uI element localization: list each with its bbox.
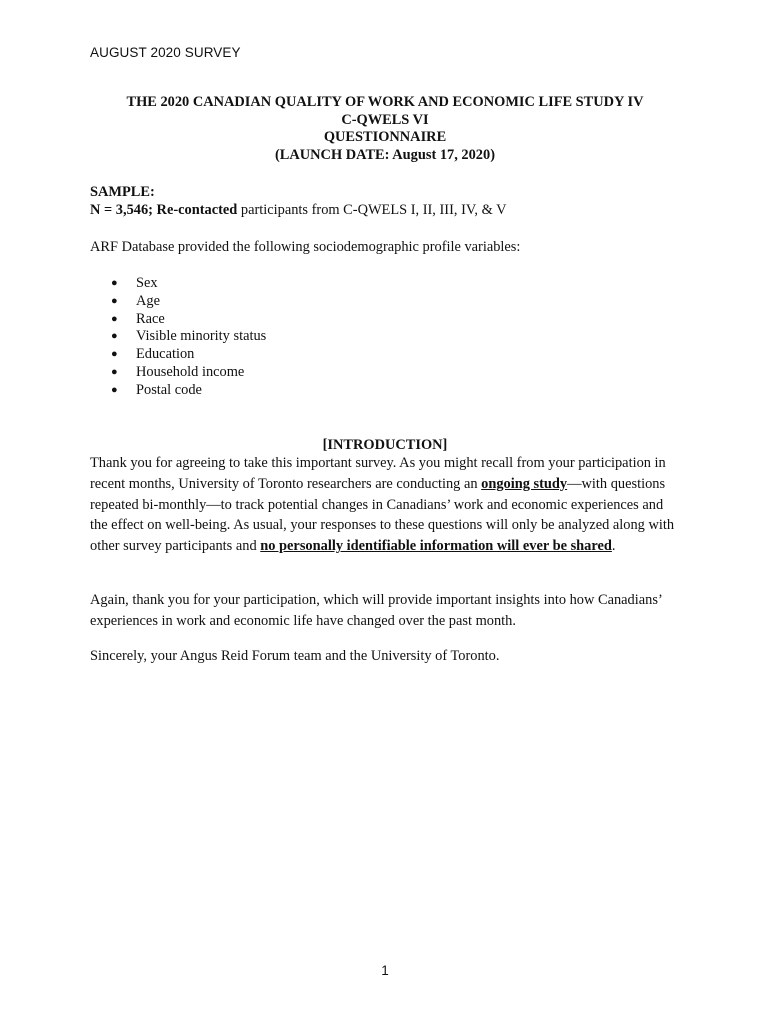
list-item [90,275,266,293]
arf-database-intro: ARF Database provided the following sociodemographic profile variables: [90,239,521,255]
introduction-paragraph-1 [90,453,682,557]
list-item-label: Race [136,310,165,327]
bullet-icon: ● [111,365,118,378]
bullet-icon: ● [111,277,118,289]
paragraph-text: Thank you for agreeing to take this important survey. As you might recall from your participation in recent months, University of Toronto researchers are conducting an [90,455,666,492]
profile-variable-list [90,275,266,400]
bullet-icon: ● [111,294,118,307]
document-title [90,94,680,164]
bullet-icon: ● [111,330,118,343]
emphasis-privacy-statement: no personally identifiable information will ever be shared [260,538,612,555]
list-item [90,311,266,329]
list-item [90,346,266,364]
sample-size-line [90,201,507,219]
list-item-label: Age [136,292,160,309]
list-item [90,328,266,346]
introduction-heading: [INTRODUCTION] [322,437,448,453]
title-line-wave: C-QWELS VI [341,111,429,128]
list-item [90,364,266,382]
list-item-label: Education [136,346,195,363]
paragraph-text: —with questions repeated bi-monthly—to track potential changes in Canadians’ work and economic experiences and the effect on well-being. As usual, your responses to these questions will only be analyzed along with other survey participants and [90,475,675,555]
bullet-icon: ● [111,383,118,396]
introduction-paragraph-2: Again, thank you for your participation, which will provide important insights into how Canadians’ experiences in work and economic life have changed over the past month. [90,592,662,629]
sample-size-text: participants from C-QWELS I, II, III, IV, & V [237,202,507,218]
bullet-icon: ● [111,312,118,325]
title-line-questionnaire: QUESTIONNAIRE [323,129,447,145]
list-item [90,382,266,400]
list-item [90,293,266,311]
paragraph-text: . [611,538,616,555]
title-line-study: THE 2020 CANADIAN QUALITY OF WORK AND ECONOMIC LIFE STUDY IV [126,94,644,110]
list-item-label: Sex [136,275,158,291]
emphasis-ongoing-study: ongoing study [481,475,568,492]
list-item-label: Visible minority status [136,328,267,345]
sample-heading: SAMPLE: [90,184,155,200]
bullet-icon: ● [111,348,118,361]
page-number: 1 [381,963,389,978]
list-item-label: Postal code [136,381,202,398]
running-header: AUGUST 2020 SURVEY [90,45,241,60]
title-line-launch-date: (LAUNCH DATE: August 17, 2020) [274,146,495,163]
sample-size-bold: N = 3,546; Re-contacted [90,202,238,218]
introduction-signoff: Sincerely, your Angus Reid Forum team and the University of Toronto. [90,648,500,664]
list-item-label: Household income [136,363,245,380]
